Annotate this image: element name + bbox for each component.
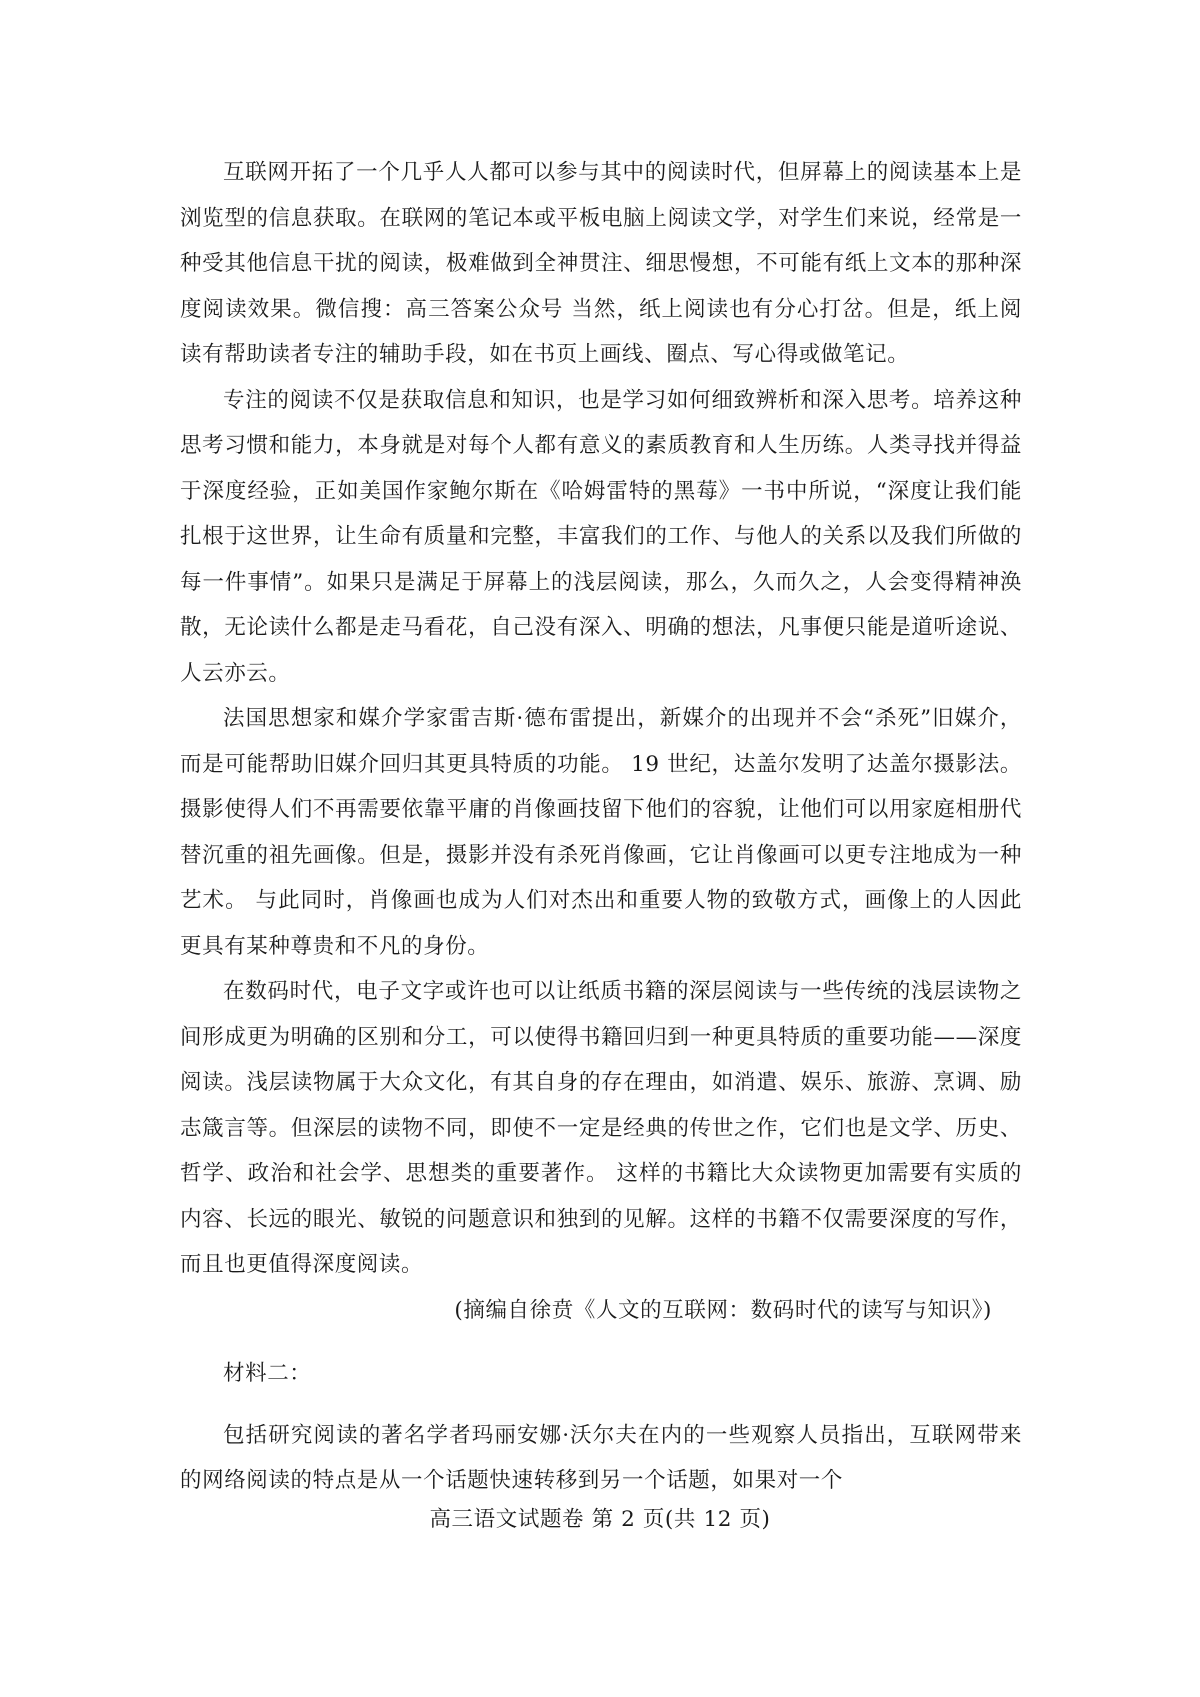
paragraph-2: 专注的阅读不仅是获取信息和知识，也是学习如何细致辨析和深入思考。培养这种思考习惯和能力，本身就是对每个人都有意义的素质教育和人生历练。人类寻找并得益于深度经验，正如美国作家鲍尔斯在《哈姆雷特的黑莓》一书中所说，“深度让我们能扎根于这世界，让生命有质量和完整，丰富我们的工作、与他人的关系以及我们所做的每一件事情”。如果只是满足于屏幕上的浅层阅读，那么，久而久之，人会变得精神涣散，无论读什么都是走马看花，自己没有深入、明确的想法，凡事便只能是道听途说、人云亦云。 — [180, 387, 1022, 686]
article-body — [180, 150, 1022, 1504]
paragraph-4: 在数码时代，电子文字或许也可以让纸质书籍的深层阅读与一些传统的浅层读物之间形成更为明确的区别和分工，可以使得书籍回归到一种更具特质的重要功能——深度阅读。浅层读物属于大众文化，有其自身的存在理由，如消遣、娱乐、旅游、烹调、励志箴言等。但深层的读物不同，即使不一定是经典的传世之作，它们也是文学、历史、哲学、政治和社会学、思想类的重要著作。 这样的书籍比大众读物更加需要有实质的内容、长远的眼光、敏锐的问题意识和独到的见解。这样的书籍不仅需要深度的写作，而且也更值得深度阅读。 — [180, 979, 1022, 1277]
paragraph-1: 互联网开拓了一个几乎人人都可以参与其中的阅读时代，但屏幕上的阅读基本上是浏览型的信息获取。在联网的笔记本或平板电脑上阅读文学，对学生们来说，经常是一种受其他信息干扰的阅读，极难做到全神贯注、细思慢想，不可能有纸上文本的那种深度阅读效果。微信搜：高三答案公众号 当然，纸上阅读也有分心打岔。但是，纸上阅读有帮助读者专注的辅助手段，如在书页上画线、圈点、写心得或做笔记。 — [180, 160, 1022, 367]
source-citation: (摘编自徐贲《人文的互联网：数码时代的读写与知识》) — [454, 1297, 992, 1323]
paragraph-3: 法国思想家和媒介学家雷吉斯·德布雷提出，新媒介的出现并不会“杀死”旧媒介，而是可能帮助旧媒介回归其更具特质的功能。 19 世纪，达盖尔发明了达盖尔摄影法。摄影使得人们不再需要依靠平庸的肖像画技留下他们的容貌，让他们可以用家庭相册代替沉重的祖先画像。但是，摄影并没有杀死肖像画，它让肖像画可以更专注地成为一种艺术。 与此同时，肖像画也成为人们对杰出和重要人物的致敬方式，画像上的人因此更具有某种尊贵和不凡的身份。 — [180, 706, 1022, 959]
section-2-paragraph: 包括研究阅读的著名学者玛丽安娜·沃尔夫在内的一些观察人员指出，互联网带来的网络阅读的特点是从一个话题快速转移到另一个话题，如果对一个 — [180, 1422, 1022, 1493]
page-footer: 高三语文试题卷 第 2 页(共 12 页) — [429, 1507, 771, 1532]
section-2-title: 材料二： — [223, 1361, 312, 1386]
